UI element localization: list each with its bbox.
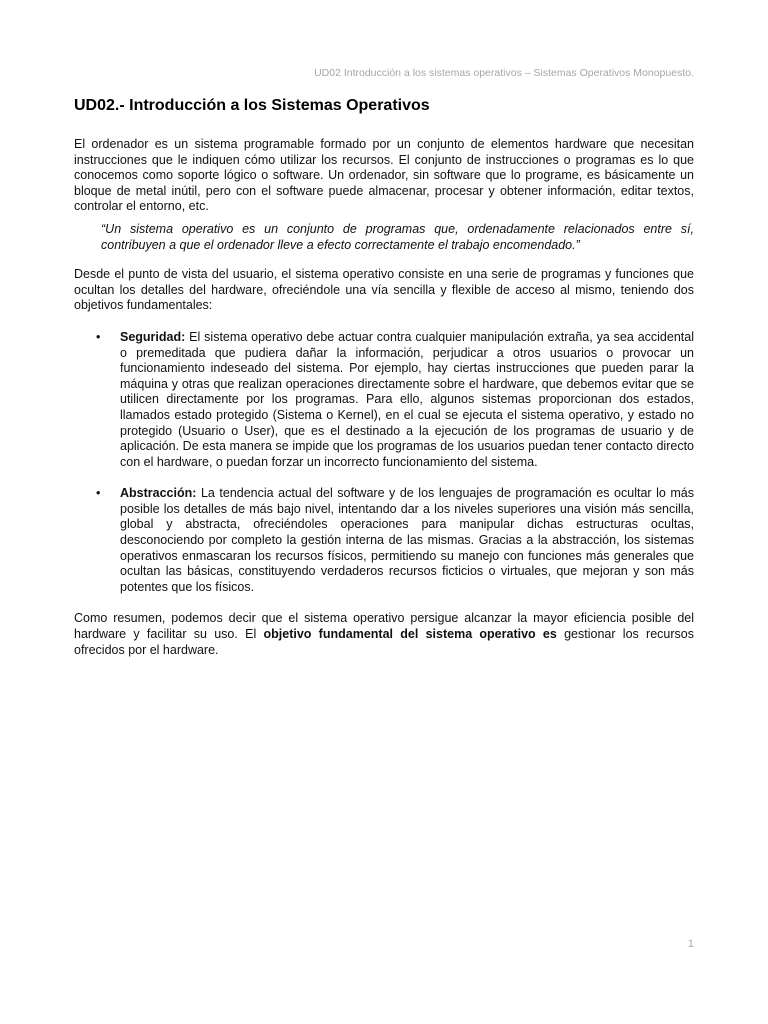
objective-term: Seguridad: — [120, 329, 186, 344]
bullet-icon: • — [96, 329, 101, 344]
page-content — [74, 96, 694, 658]
bullet-icon: • — [96, 486, 101, 501]
document-title: UD02.- Introducción a los Sistemas Operativos — [74, 97, 430, 114]
list-item — [74, 330, 694, 470]
objective-text: El sistema operativo debe actuar contra cualquier manipulación extraña, ya sea accidental o premeditada que pudiera dañar la información, perjudicar a otros usuarios o provocar un funcionamiento indeseado del sistema. Por ejemplo, hay ciertas instrucciones que pueden parar la máquina y otras que realizan operaciones directamente sobre el hardware, que debemos evitar que se utilicen directamente por los programas. Para ello, algunos sistemas proporcionan dos estados, llamados estado protegido (Sistema o Kernel), en el cual se ejecuta el sistema operativo, y estado no protegido (Usuario o User), que es el destinado a la ejecución de los programas de usuario y de aplicación. De esta manera se impide que los programas de los usuarios puedan tener contacto directo con el hardware, o puedan forzar un incorrecto funcionamiento del sistema. — [120, 329, 694, 469]
summary-text-start: Como resumen, podemos decir que el sistema operativo persigue alcanzar la mayor eficiencia posible del hardware y facilitar su uso. El — [74, 611, 694, 642]
definition-quote: “Un sistema operativo es un conjunto de programas que, ordenadamente relacionados entre sí, contribuyen a que el ordenador lleve a efecto correctamente el trabajo encomendado.” — [101, 221, 694, 252]
objective-paragraph — [120, 330, 694, 470]
summary-emphasis: objetivo fundamental del sistema operativo es — [263, 627, 557, 642]
user-view-paragraph: Desde el punto de vista del usuario, el sistema operativo consiste en una serie de programas y funciones que ocultan los detalles del hardware, ofreciéndole una vía sencilla y flexible de acceso al mismo, teniendo dos objetivos fundamentales: — [74, 267, 694, 313]
running-header: UD02 Introducción a los sistemas operativos – Sistemas Operativos Monopuesto. — [314, 67, 694, 79]
objectives-list — [74, 330, 694, 596]
list-item — [74, 486, 694, 595]
objective-text: La tendencia actual del software y de los lenguajes de programación es ocultar lo más posible los detalles de más bajo nivel, intentando dar a los niveles superiores una visión más sencilla, global y abstracta, ofreciéndoles operaciones para manipular dichas estructuras ocultas, desconociendo por completo la gestión interna de las mismas. Gracias a la abstracción, los sistemas operativos enmascaran los recursos físicos, permitiendo su manejo con funciones más generales que ocultan las básicas, constituyendo verdaderos recursos ficticios o virtuales, que mejoran y son más potentes que los físicos. — [120, 486, 694, 594]
intro-paragraph: El ordenador es un sistema programable formado por un conjunto de elementos hardware que necesitan instrucciones que le indiquen cómo utilizar los recursos. El conjunto de instrucciones o programas es lo que conocemos como soporte lógico o software. Un ordenador, sin software que lo programe, es básicamente un bloque de metal inútil, pero con el software puede almacenar, procesar y obtener información, editar textos, controlar el entorno, etc. — [74, 137, 694, 214]
page-number: 1 — [687, 938, 694, 950]
summary-text-end: gestionar los recursos ofrecidos por el hardware. — [74, 627, 694, 657]
summary-paragraph — [74, 611, 694, 658]
objective-paragraph — [120, 486, 694, 595]
objective-term: Abstracción: — [120, 486, 197, 501]
